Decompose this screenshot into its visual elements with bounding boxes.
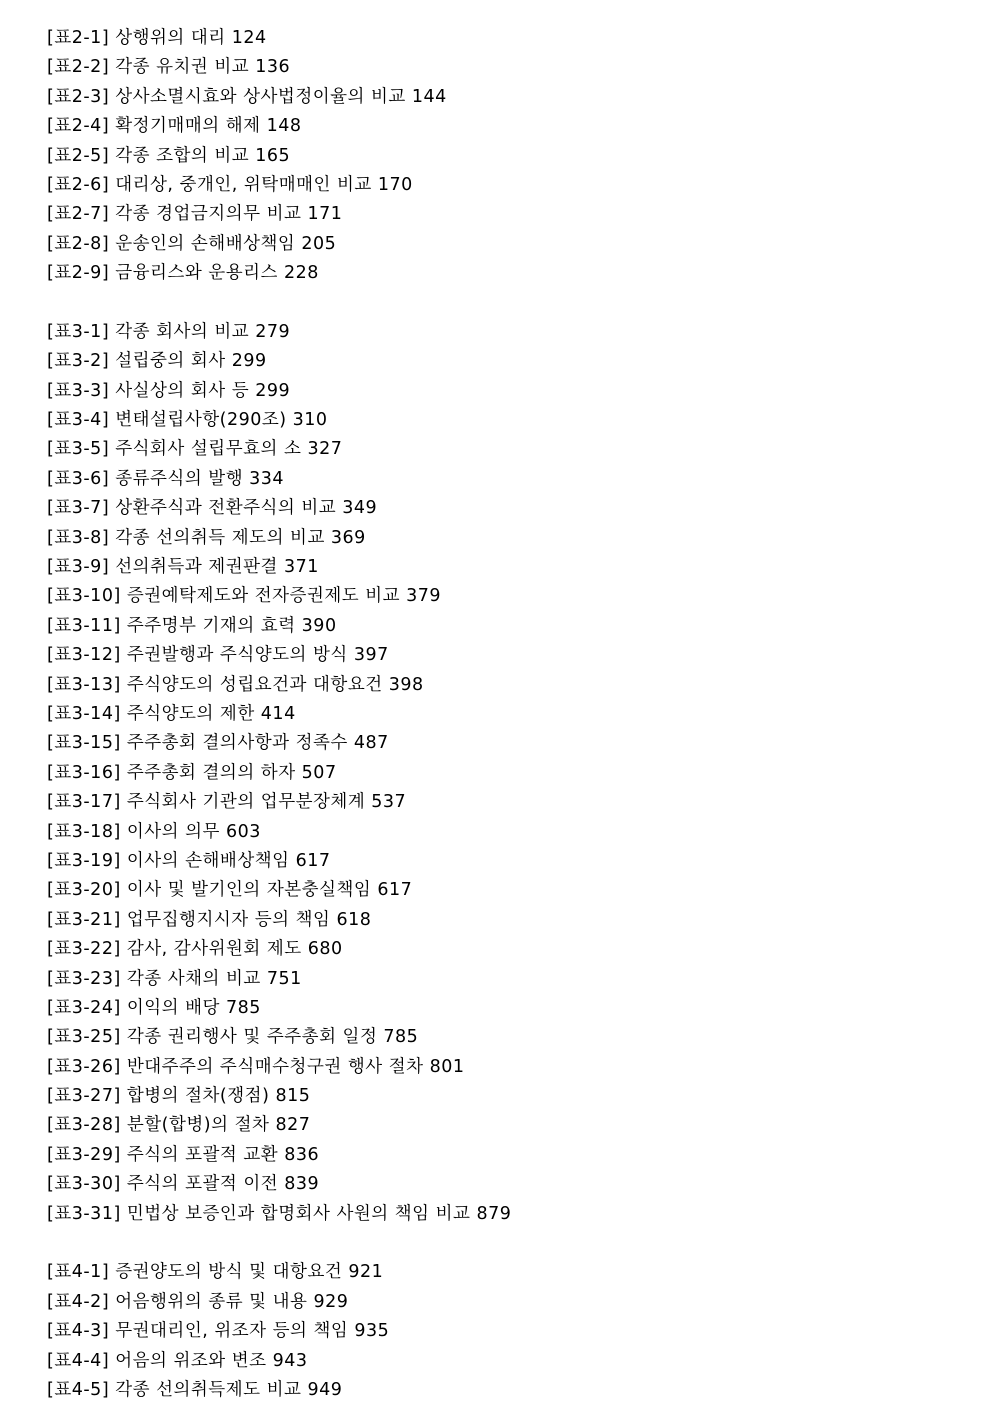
table-entry: [표2-4] 확정기매매의 해제 148: [47, 116, 302, 137]
table-entry: [표3-11] 주주명부 기재의 효력 390: [47, 615, 337, 636]
table-entry: [표3-20] 이사 및 발기인의 자본충실책임 617: [47, 880, 413, 901]
table-entry: [표3-22] 감사, 감사위원회 제도 680: [47, 939, 343, 960]
table-entry: [표3-8] 각종 선의취득 제도의 비교 369: [47, 527, 366, 548]
table-entry: [표3-17] 주식회사 기관의 업무분장체계 537: [47, 792, 407, 813]
table-entry: [표2-8] 운송인의 손해배상책임 205: [47, 233, 337, 254]
table-entry: [표3-24] 이익의 배당 785: [47, 997, 261, 1018]
table-entry: [표4-2] 어음행위의 종류 및 내용 929: [47, 1291, 349, 1312]
table-entry: [표2-9] 금융리스와 운용리스 228: [47, 263, 319, 284]
table-entry: [표4-1] 증권양도의 방식 및 대항요건 921: [47, 1262, 384, 1283]
table-entry: [표3-3] 사실상의 회사 등 299: [47, 380, 291, 401]
table-entry: [표3-5] 주식회사 설립무효의 소 327: [47, 439, 343, 460]
table-entry: [표3-19] 이사의 손해배상책임 617: [47, 850, 331, 871]
table-entry: [표3-13] 주식양도의 성립요건과 대항요건 398: [47, 674, 424, 695]
table-entry: [표3-12] 주권발행과 주식양도의 방식 397: [47, 645, 389, 666]
table-entry: [표3-16] 주주총회 결의의 하자 507: [47, 762, 337, 783]
table-entry: [표3-6] 종류주식의 발행 334: [47, 468, 285, 489]
table-entry: [표3-29] 주식의 포괄적 교환 836: [47, 1144, 320, 1165]
table-entry: [표4-3] 무권대리인, 위조자 등의 책임 935: [47, 1321, 390, 1342]
table-entry: [표3-23] 각종 사채의 비교 751: [47, 968, 302, 989]
table-entry: [표2-1] 상행위의 대리 124: [47, 28, 267, 48]
table-entry: [표3-30] 주식의 포괄적 이전 839: [47, 1174, 320, 1195]
table-entry: [표3-26] 반대주주의 주식매수청구권 행사 절차 801: [47, 1056, 465, 1077]
table-entry: [표3-4] 변태설립사항(290조) 310: [47, 410, 328, 431]
table-entry: [표3-31] 민법상 보증인과 합명회사 사원의 책임 비교 879: [47, 1203, 512, 1224]
chapter-4-table-group: [47, 1258, 947, 1405]
table-entry: [표3-1] 각종 회사의 비교 279: [47, 321, 291, 342]
table-entry: [표2-3] 상사소멸시효와 상사법정이율의 비교 144: [47, 86, 447, 107]
table-entry: [표2-5] 각종 조합의 비교 165: [47, 145, 291, 166]
table-entry: [표4-5] 각종 선의취득제도 비교 949: [47, 1379, 343, 1400]
table-entry: [표4-4] 어음의 위조와 변조 943: [47, 1350, 308, 1371]
table-index-list: [47, 24, 947, 1405]
table-entry: [표3-14] 주식양도의 제한 414: [47, 703, 296, 724]
table-entry: [표3-7] 상환주식과 전환주식의 비교 349: [47, 498, 378, 519]
table-entry: [표2-2] 각종 유치권 비교 136: [47, 57, 291, 78]
table-entry: [표3-28] 분할(합병)의 절차 827: [47, 1115, 311, 1136]
table-entry: [표2-7] 각종 경업금지의무 비교 171: [47, 204, 343, 225]
chapter-3-table-group: [47, 318, 947, 1229]
table-entry: [표3-9] 선의취득과 제권판결 371: [47, 557, 319, 578]
table-entry: [표3-21] 업무집행지시자 등의 책임 618: [47, 909, 372, 930]
table-entry: [표2-6] 대리상, 중개인, 위탁매매인 비교 170: [47, 174, 413, 195]
table-entry: [표3-10] 증권예탁제도와 전자증권제도 비교 379: [47, 586, 442, 607]
chapter-2-table-group: [47, 24, 947, 289]
table-entry: [표3-2] 설립중의 회사 299: [47, 351, 267, 372]
table-entry: [표3-25] 각종 권리행사 및 주주총회 일정 785: [47, 1027, 419, 1048]
table-entry: [표3-18] 이사의 의무 603: [47, 821, 261, 842]
table-entry: [표3-27] 합병의 절차(쟁점) 815: [47, 1086, 311, 1107]
table-entry: [표3-15] 주주총회 결의사항과 정족수 487: [47, 733, 389, 754]
